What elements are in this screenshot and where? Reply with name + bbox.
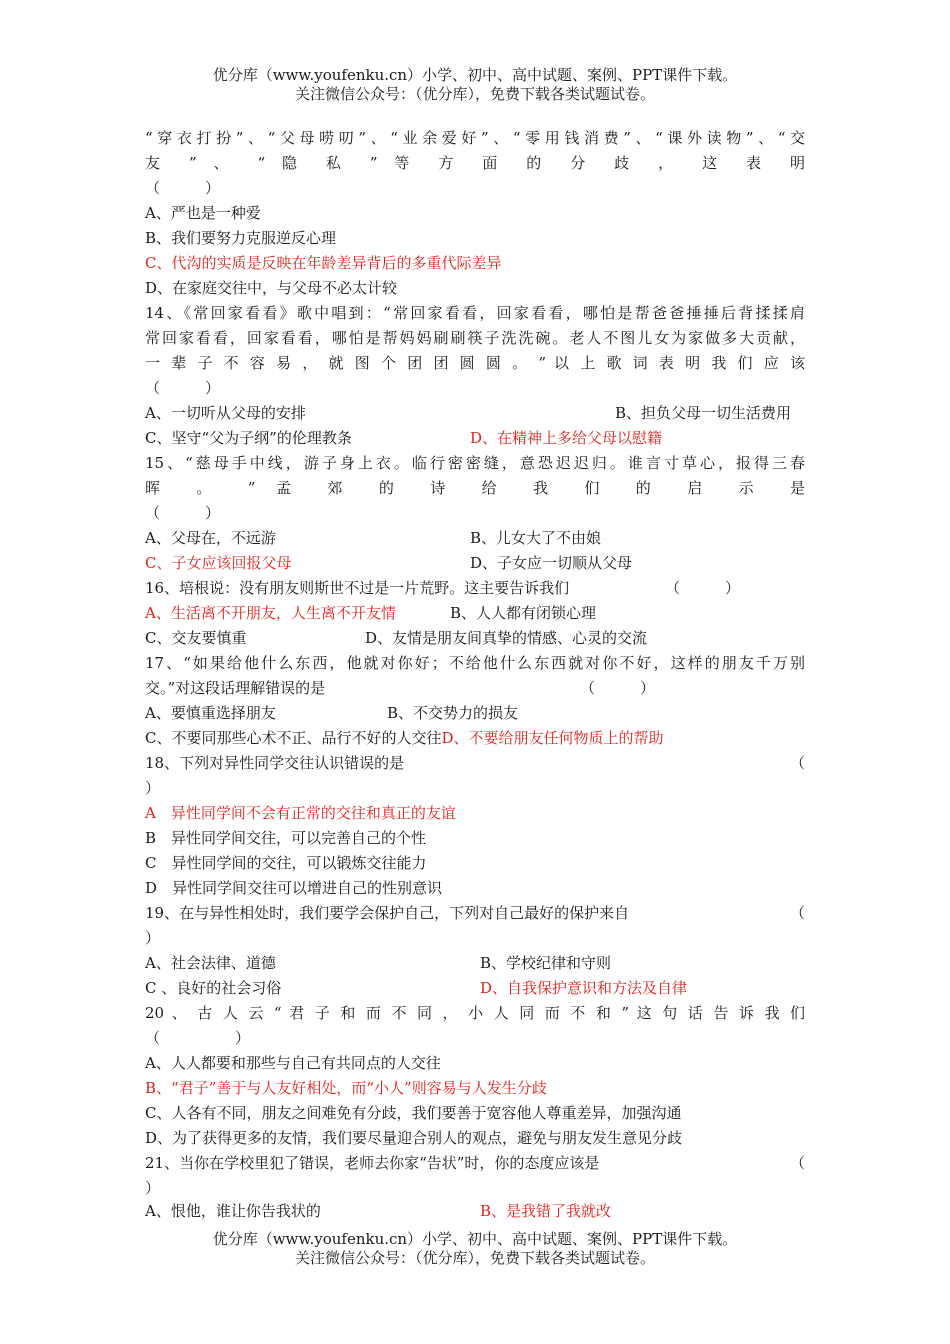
footer-line-1: 优分库（www.youfenku.cn）小学、初中、高中试题、案例、PPT课件下载。 bbox=[212, 1230, 738, 1248]
q15-options-ab bbox=[145, 527, 805, 548]
page-header bbox=[0, 66, 950, 104]
q17-option-c: C、不要同那些心术不正、品行不好的人交往 bbox=[145, 729, 442, 747]
q19-stem: 19、在与异性相处时，我们要学会保护自己，下列对自己最好的保护来自 bbox=[145, 904, 630, 922]
q16-option-b: B、人人都有闭锁心理 bbox=[450, 604, 597, 622]
q20-option-a: A、人人都要和那些与自己有共同点的人交往 bbox=[145, 1054, 441, 1072]
q15-options-cd bbox=[145, 552, 805, 573]
q17-option-a: A、要慎重选择朋友 bbox=[145, 704, 276, 722]
q20-paren: （ ） bbox=[145, 1029, 251, 1047]
header-line-1: 优分库（www.youfenku.cn）小学、初中、高中试题、案例、PPT课件下载。 bbox=[212, 66, 738, 84]
q19-option-d-answer: D、自我保护意识和方法及自律 bbox=[480, 979, 688, 997]
q21-stem: 21、当你在学校里犯了错误，老师去你家“告状”时，你的态度应该是 bbox=[145, 1154, 600, 1172]
q21-stem-row bbox=[145, 1152, 805, 1173]
q13-option-b: B、我们要努力克服逆反心理 bbox=[145, 229, 337, 247]
q15-stem-line-1: 15、“慈母手中线，游子身上衣。临行密密缝，意恐迟迟归。谁言寸草心，报得三春 bbox=[145, 454, 805, 472]
q16-options-cd bbox=[145, 627, 805, 648]
q18-paren-close: ） bbox=[145, 779, 161, 797]
q18-option-c: C 异性同学间的交往，可以锻炼交往能力 bbox=[145, 854, 427, 872]
q18-stem-row bbox=[145, 752, 805, 773]
q17-stem-line-1: 17、“如果给他什么东西，他就对你好；不给他什么东西就对你不好，这样的朋友千万别 bbox=[145, 654, 805, 672]
q20-option-b-answer: B、“君子”善于与人友好相处，而“小人”则容易与人发生分歧 bbox=[145, 1079, 547, 1097]
q13-stem-line-2: 友 ” 、 “ 隐 私 ” 等 方 面 的 分 歧 ， 这 表 明 bbox=[145, 154, 805, 172]
q19-option-b: B、学校纪律和守则 bbox=[480, 954, 612, 972]
q14-option-b: B、担负父母一切生活费用 bbox=[615, 404, 792, 422]
q21-option-b-answer: B、是我错了我就改 bbox=[480, 1202, 612, 1220]
q21-paren-open: （ bbox=[789, 1154, 805, 1172]
q19-option-a: A、社会法律、道德 bbox=[145, 954, 276, 972]
q17-option-b: B、不交势力的损友 bbox=[387, 704, 519, 722]
q18-option-b: B 异性同学间交往，可以完善自己的个性 bbox=[145, 829, 427, 847]
q14-paren: （ ） bbox=[145, 379, 221, 397]
q14-options-cd bbox=[145, 427, 805, 448]
q17-stem-row-2 bbox=[145, 677, 805, 698]
q16-options-ab bbox=[145, 602, 805, 623]
q20-option-c: C、人各有不同，朋友之间难免有分歧，我们要善于宽容他人尊重差异，加强沟通 bbox=[145, 1104, 682, 1122]
q13-option-a: A、严也是一种爱 bbox=[145, 204, 261, 222]
q19-paren-close: ） bbox=[145, 929, 161, 947]
q16-option-d: D、友情是朋友间真挚的情感、心灵的交流 bbox=[365, 629, 648, 647]
q14-stem-line-1: 14、《常回家看看》歌中唱到：“常回家看看，回家看看，哪怕是帮爸爸捶捶后背揉揉肩 bbox=[145, 304, 805, 322]
q19-options-cd bbox=[145, 977, 805, 998]
q21-paren-close: ） bbox=[145, 1179, 161, 1197]
q16-option-c: C、交友要慎重 bbox=[145, 629, 247, 647]
q18-option-a-answer: A 异性同学间不会有正常的交往和真正的友谊 bbox=[145, 804, 456, 822]
q21-options-ab bbox=[145, 1200, 805, 1221]
q16-stem-row bbox=[145, 577, 805, 598]
q15-option-b: B、儿女大了不由娘 bbox=[470, 529, 602, 547]
q14-stem-line-3: 一 辈 子 不 容 易 ， 就 图 个 团 团 圆 圆 。 ” 以 上 歌 词 表 明 我 们 应 该 bbox=[145, 354, 805, 372]
q19-stem-row bbox=[145, 902, 805, 923]
q17-option-d-answer: D、不要给朋友任何物质上的帮助 bbox=[441, 729, 664, 747]
q17-paren: （ ） bbox=[580, 679, 656, 697]
q20-stem: 20 、 古 人 云 “ 君 子 和 而 不 同 ， 小 人 同 而 不 和 ” 这 句 话 告 诉 我 们 bbox=[145, 1004, 805, 1022]
q18-option-d: D 异性同学间交往可以增进自己的性别意识 bbox=[145, 879, 443, 897]
q21-option-a: A、恨他，谁让你告我状的 bbox=[145, 1202, 321, 1220]
q15-paren: （ ） bbox=[145, 504, 221, 522]
q20-option-d: D、为了获得更多的友情，我们要尽量迎合别人的观点，避免与朋友发生意见分歧 bbox=[145, 1129, 683, 1147]
q18-paren-open: （ bbox=[789, 754, 805, 772]
q17-options-cd bbox=[145, 727, 805, 748]
q15-stem-line-2: 晖 。 ” 孟 郊 的 诗 给 我 们 的 启 示 是 bbox=[145, 479, 805, 497]
q15-option-a: A、父母在，不远游 bbox=[145, 529, 276, 547]
q13-paren: （ ） bbox=[145, 179, 221, 197]
header-line-2: 关注微信公众号：（优分库），免费下载各类试题试卷。 bbox=[294, 85, 655, 103]
footer-line-2: 关注微信公众号：（优分库），免费下载各类试题试卷。 bbox=[294, 1249, 655, 1267]
q13-stem-line-1: “穿衣打扮”、“父母唠叨”、“业余爱好”、“零用钱消费”、“课外读物”、“交 bbox=[145, 129, 805, 147]
q14-options-ab bbox=[145, 402, 805, 423]
q16-stem: 16、培根说：没有朋友则斯世不过是一片荒野。这主要告诉我们 bbox=[145, 579, 570, 597]
q14-option-a: A、一切听从父母的安排 bbox=[145, 404, 306, 422]
q14-option-d-answer: D、在精神上多给父母以慰籍 bbox=[470, 429, 663, 447]
q17-stem-line-2: 交。”对这段话理解错误的是 bbox=[145, 679, 326, 697]
q16-option-a-answer: A、生活离不开朋友，人生离不开友情 bbox=[145, 604, 396, 622]
q19-option-c: C 、良好的社会习俗 bbox=[145, 979, 282, 997]
q15-option-d: D、子女应一切顺从父母 bbox=[470, 554, 633, 572]
q19-paren-open: （ bbox=[789, 904, 805, 922]
q16-paren: （ ） bbox=[665, 579, 741, 597]
q13-option-d: D、在家庭交往中，与父母不必太计较 bbox=[145, 279, 398, 297]
q17-options-ab bbox=[145, 702, 805, 723]
q19-options-ab bbox=[145, 952, 805, 973]
q15-option-c-answer: C、子女应该回报父母 bbox=[145, 554, 292, 572]
q14-option-c: C、坚守“父为子纲”的伦理教条 bbox=[145, 429, 352, 447]
q13-option-c-answer: C、代沟的实质是反映在年龄差异背后的多重代际差异 bbox=[145, 254, 502, 272]
page-footer bbox=[0, 1230, 950, 1268]
q14-stem-line-2: 常回家看看，回家看看，哪怕是帮妈妈刷刷筷子洗洗碗。老人不图儿女为家做多大贡献， bbox=[145, 329, 805, 347]
q18-stem: 18、下列对异性同学交往认识错误的是 bbox=[145, 754, 405, 772]
